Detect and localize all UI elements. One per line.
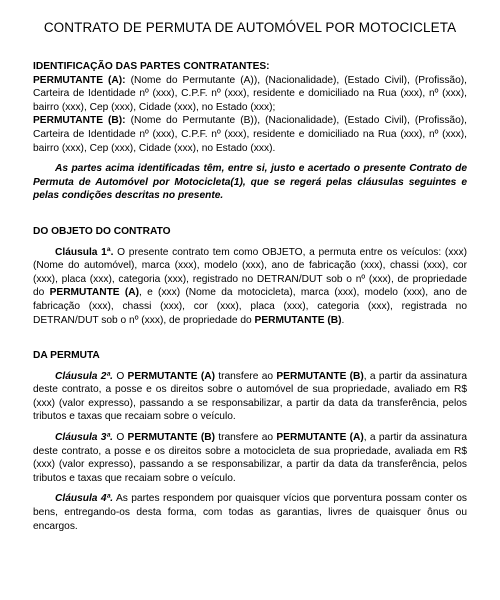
party-b-text: (Nome do Permutante (B)), (Nacionalidade), (Estado Civil), (Profissão), Carteira de Identidade nº (xxx), C.P.F. nº (xxx), residente e domiciliado na Rua (xxx), nº (xxx), bairro (xxx), Cep (xxx), Cidade (xxx), no Estado (xxx). <box>33 115 467 154</box>
permuta-heading: DA PERMUTA <box>33 350 100 362</box>
clause-1-text-3: . <box>341 314 345 326</box>
clause-3-paragraph <box>33 431 467 485</box>
objeto-heading: DO OBJETO DO CONTRATO <box>33 225 171 237</box>
document-title: CONTRATO DE PERMUTA DE AUTOMÓVEL POR MOTOCICLETA <box>43 20 457 35</box>
clause-1-text-1: O presente contrato tem como OBJETO, a permuta entre os veículos: (xxx) (Nome do automóvel), marca (xxx), modelo (xxx), ano de fabricação (xxx), chassi (xxx), cor (xxx), placa (xxx), categoria (xxx), registrado no DETRAN/DUT sob o nº (xxx), de propriedade do <box>33 246 467 299</box>
party-b-label: PERMUTANTE (B): <box>33 115 126 127</box>
identification-heading: IDENTIFICAÇÃO DAS PARTES CONTRATANTES: <box>33 61 270 72</box>
clause-1-ref-1: PERMUTANTE (A) <box>49 287 140 299</box>
party-a-paragraph <box>33 74 467 115</box>
party-b-paragraph <box>33 114 467 155</box>
clause-2-ref-1: PERMUTANTE (A) <box>127 370 215 382</box>
clause-4-label: Cláusula 4ª. <box>55 493 114 505</box>
clause-3-ref-1: PERMUTANTE (B) <box>127 432 215 444</box>
clause-1-paragraph <box>33 246 467 328</box>
clause-3-ref-2: PERMUTANTE (A) <box>276 432 364 444</box>
clause-3-text-2: transfere ao <box>214 432 277 444</box>
clause-4-text-1: As partes respondem por quaisquer vícios que porventura possam conter os bens, entregando-os desta forma, com todas as garantias, livres de quaisquer ônus ou encargos. <box>33 493 467 532</box>
clause-2-text-2: transfere ao <box>214 370 277 382</box>
agreement-paragraph: As partes acima identificadas têm, entre si, justo e acertado o presente Contrato de Permuta de Automóvel por Motocicleta(1), que se regerá pelas cláusulas seguintes e pelas condições descritas no presente. <box>33 163 467 202</box>
party-a-text: (Nome do Permutante (A)), (Nacionalidade), (Estado Civil), (Profissão), Carteira de Identidade nº (xxx), C.P.F. nº (xxx), residente e domiciliado na Rua (xxx), nº (xxx), bairro (xxx), Cep (xxx), Cidade (xxx), no Estado (xxx); <box>33 74 467 113</box>
clause-2-label: Cláusula 2ª. <box>55 370 114 382</box>
clause-3-text-3: , a partir da assinatura deste contrato, a posse e os direitos sobre a motocicleta de sua propriedade, avaliada em R$ (xxx) (valor expresso), passando a se responsabilizar, a partir da data da transferência, pelos tributos e taxas que recaiam sobre o veículo. <box>33 432 467 484</box>
clause-4-paragraph <box>33 492 467 533</box>
clause-1-ref-2: PERMUTANTE (B) <box>254 314 342 326</box>
clause-1-label: Cláusula 1ª. <box>55 246 114 258</box>
document-body <box>33 60 467 533</box>
clause-2-paragraph <box>33 370 467 424</box>
clause-1-text-2: , e (xxx) (Nome da motocicleta), marca (xxx), modelo (xxx), ano de fabricação (xxx), chassi (xxx), cor (xxx), placa (xxx), categoria (xxx), registrada no DETRAN/DUT sob o nº (xxx), de propriedade do <box>33 287 467 326</box>
clause-2-text-3: , a partir da assinatura deste contrato, a posse e os direitos sobre o automóvel de sua propriedade, avaliado em R$ (xxx) (valor expresso), passando a se responsabilizar, a partir da data da transferência, pelos tributos e taxas que recaiam sobre o veículo. <box>33 370 467 423</box>
clause-2-ref-2: PERMUTANTE (B) <box>276 370 364 382</box>
clause-3-text-1: O <box>113 432 128 444</box>
clause-3-label: Cláusula 3ª. <box>55 432 114 444</box>
clause-2-text-1: O <box>113 370 128 382</box>
party-a-label: PERMUTANTE (A): <box>33 74 126 86</box>
